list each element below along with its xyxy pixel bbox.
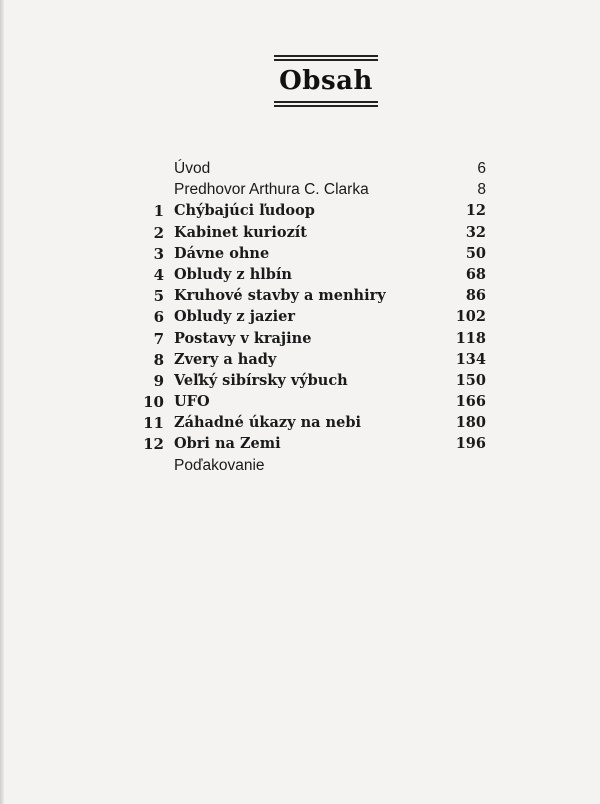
entry-title: UFO bbox=[174, 393, 210, 411]
page-edge bbox=[0, 0, 4, 804]
title-block bbox=[274, 55, 378, 107]
chapter-number: 12 bbox=[143, 435, 164, 454]
toc-entry[interactable] bbox=[130, 243, 486, 264]
toc-entry[interactable] bbox=[130, 179, 486, 200]
toc-entry[interactable] bbox=[130, 370, 486, 391]
toc-entry[interactable] bbox=[130, 222, 486, 243]
page-number: 6 bbox=[477, 160, 486, 177]
toc-entry[interactable] bbox=[130, 306, 486, 327]
page-number: 12 bbox=[465, 202, 486, 220]
entry-title: Obludy z jazier bbox=[174, 308, 295, 326]
toc-entry[interactable] bbox=[130, 391, 486, 412]
chapter-number: 1 bbox=[153, 202, 164, 221]
chapter-number: 3 bbox=[153, 244, 164, 263]
entry-title: Kabinet kuriozít bbox=[174, 223, 308, 241]
page-number: 118 bbox=[455, 329, 486, 347]
title-rule-bottom bbox=[274, 101, 378, 107]
entry-title: Kruhové stavby a menhiry bbox=[174, 287, 386, 305]
toc-entry[interactable] bbox=[130, 264, 486, 285]
toc-entry[interactable] bbox=[130, 433, 486, 454]
page-number: 196 bbox=[455, 435, 486, 453]
chapter-number: 8 bbox=[153, 350, 164, 369]
toc-entry[interactable] bbox=[130, 412, 486, 433]
page-number: 8 bbox=[477, 181, 486, 199]
toc-entry[interactable] bbox=[130, 349, 486, 370]
chapter-number: 4 bbox=[153, 265, 164, 284]
page-number: 150 bbox=[455, 371, 486, 389]
page-number: 166 bbox=[455, 393, 486, 411]
entry-title: Poďakovanie bbox=[174, 456, 265, 474]
chapter-number: 2 bbox=[153, 223, 164, 242]
entry-title: Úvod bbox=[174, 160, 211, 177]
entry-title: Záhadné úkazy na nebi bbox=[174, 414, 361, 432]
toc-entry[interactable] bbox=[130, 200, 486, 221]
chapter-number: 9 bbox=[153, 371, 164, 390]
entry-title: Chýbajúci ľudoop bbox=[174, 202, 315, 220]
entry-title: Veľký sibírsky výbuch bbox=[174, 371, 348, 389]
toc-entry[interactable] bbox=[130, 158, 486, 179]
page-number: 102 bbox=[455, 308, 486, 326]
chapter-number: 10 bbox=[143, 393, 164, 412]
entry-title: Obri na Zemi bbox=[174, 435, 281, 453]
toc-entry[interactable] bbox=[130, 328, 486, 349]
page-number: 50 bbox=[465, 244, 486, 262]
table-of-contents bbox=[130, 158, 486, 476]
chapter-number: 5 bbox=[153, 287, 164, 306]
page-number: 134 bbox=[455, 350, 486, 368]
entry-title: Postavy v krajine bbox=[174, 329, 312, 347]
entry-title: Dávne ohne bbox=[174, 244, 270, 262]
page-number: 180 bbox=[455, 414, 486, 432]
toc-entry[interactable] bbox=[130, 285, 486, 306]
entry-title: Zvery a hady bbox=[174, 350, 277, 368]
entry-title: Predhovor Arthura C. Clarka bbox=[174, 181, 369, 199]
chapter-number: 11 bbox=[143, 414, 164, 433]
chapter-number: 6 bbox=[153, 308, 164, 327]
page-number: 68 bbox=[465, 265, 486, 283]
entry-title: Obludy z hlbín bbox=[174, 265, 292, 283]
chapter-number: 7 bbox=[153, 329, 164, 348]
page-number: 86 bbox=[465, 287, 486, 305]
page-number: 32 bbox=[465, 223, 486, 241]
toc-entry[interactable] bbox=[130, 455, 486, 476]
title-rule-top bbox=[274, 55, 378, 61]
page-title: Obsah bbox=[279, 66, 373, 96]
